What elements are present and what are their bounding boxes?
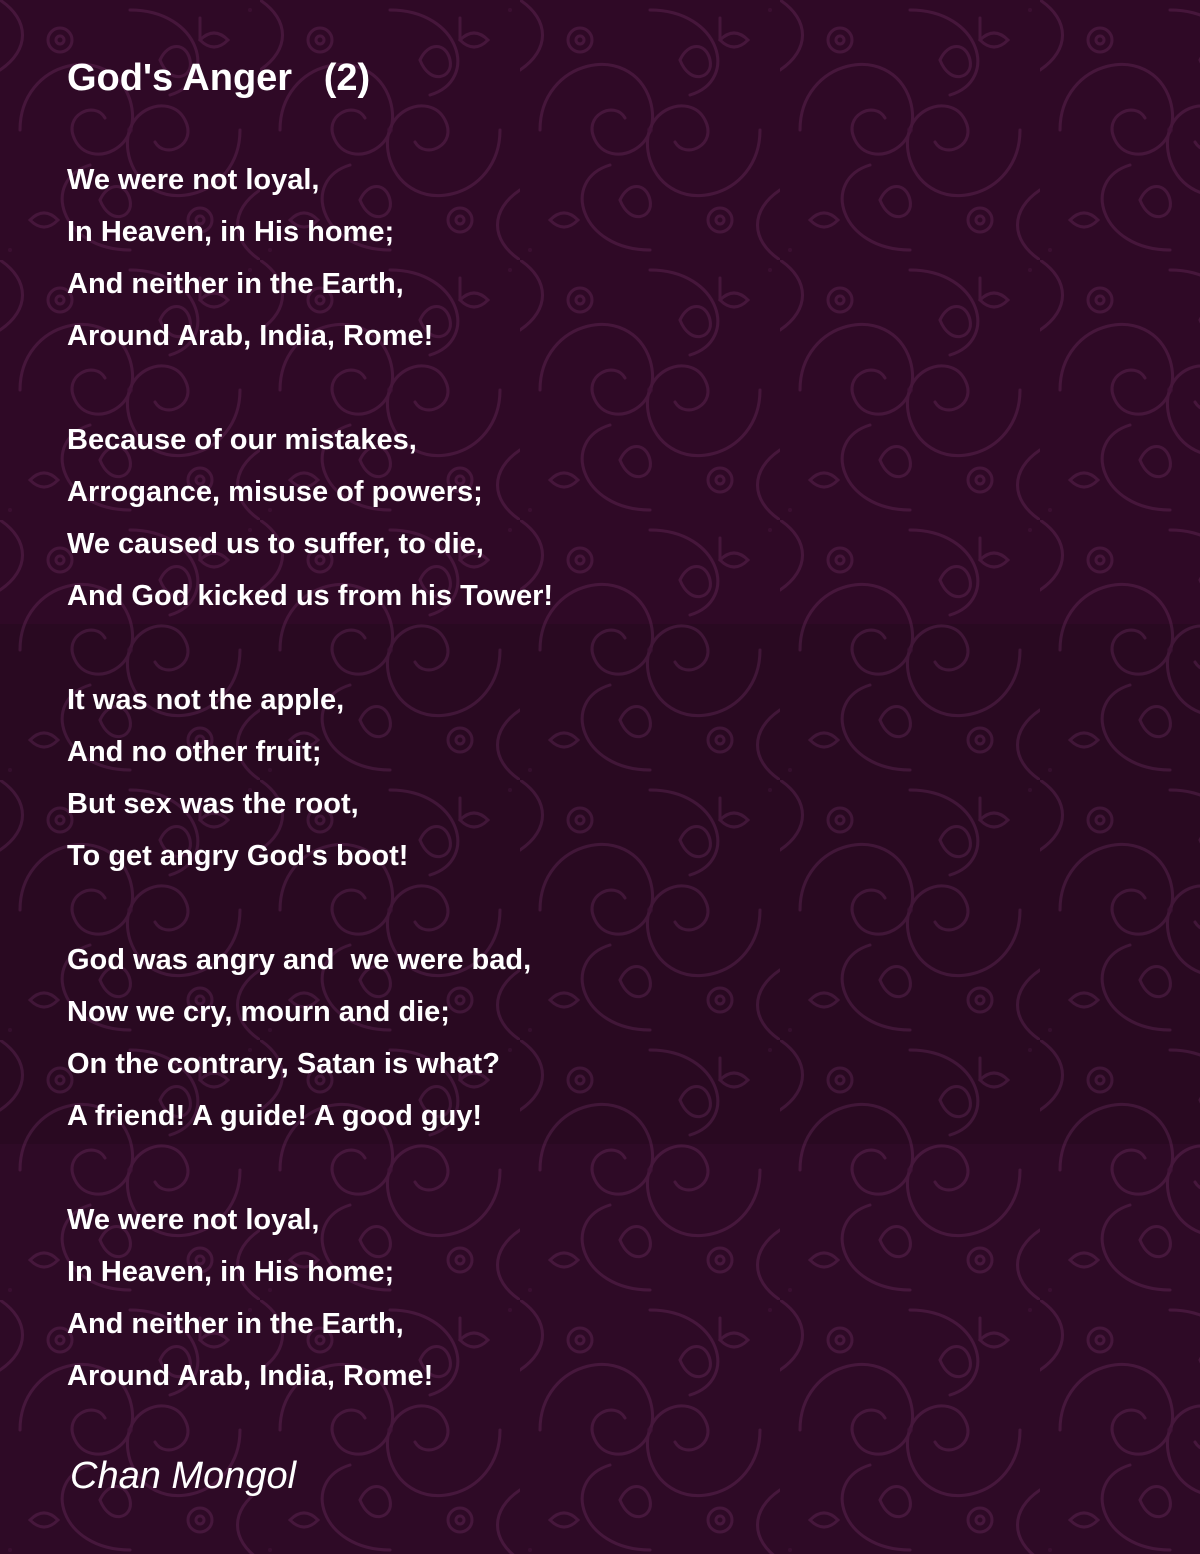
- poem-line: Because of our mistakes,: [67, 424, 417, 456]
- poem-line: Now we cry, mourn and die;: [67, 996, 450, 1028]
- poem-container: [67, 52, 1147, 1506]
- poem-line: And neither in the Earth,: [67, 1308, 404, 1340]
- poem-line: And God kicked us from his Tower!: [67, 580, 554, 612]
- poem-title: God's Anger (2): [67, 57, 371, 99]
- poem-line: In Heaven, in His home;: [67, 1256, 395, 1288]
- poem-line: And no other fruit;: [67, 736, 322, 768]
- poem-line: Around Arab, India, Rome!: [67, 320, 434, 352]
- poem-line: But sex was the root,: [67, 788, 359, 820]
- stanza-3: [67, 674, 1147, 882]
- poem-line: God was angry and we were bad,: [67, 944, 532, 976]
- poem-line: To get angry God's boot!: [67, 840, 409, 872]
- poem-line: On the contrary, Satan is what?: [67, 1048, 500, 1080]
- poem-line: And neither in the Earth,: [67, 268, 404, 300]
- poem-line: We were not loyal,: [67, 1204, 320, 1236]
- poem-line: We caused us to suffer, to die,: [67, 528, 484, 560]
- poem-line: Arrogance, misuse of powers;: [67, 476, 483, 508]
- poem-line: It was not the apple,: [67, 684, 345, 716]
- poem-author: Chan Mongol: [70, 1455, 297, 1497]
- stanza-4: [67, 934, 1147, 1142]
- stanza-5: [67, 1194, 1147, 1402]
- poem-line: Around Arab, India, Rome!: [67, 1360, 434, 1392]
- poem-line: A friend! A guide! A good guy!: [67, 1100, 483, 1132]
- stanza-2: [67, 414, 1147, 622]
- poem-line: We were not loyal,: [67, 164, 320, 196]
- poem-line: In Heaven, in His home;: [67, 216, 395, 248]
- stanza-1: [67, 154, 1147, 362]
